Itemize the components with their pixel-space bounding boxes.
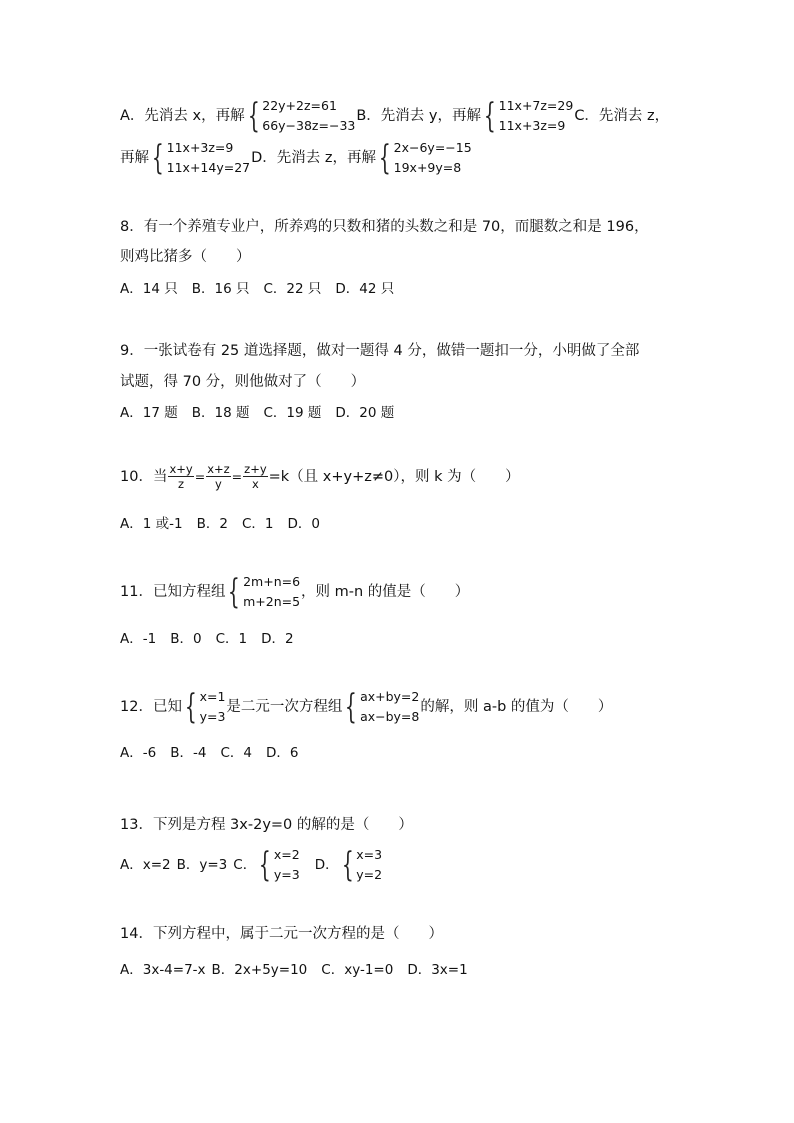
q13-option-d-eq1: x=3: [356, 847, 383, 862]
q9-options: [120, 403, 394, 423]
left-brace-icon: {: [228, 572, 241, 612]
q12-stem: [120, 687, 612, 727]
q13-option-c-eq1: x=2: [273, 847, 300, 862]
q12-eq2: ax−by=8: [360, 709, 420, 724]
q7-options-line1: [120, 96, 669, 136]
q8-option-c[interactable]: C．22 只: [263, 281, 322, 297]
q12-eq1: ax+by=2: [360, 689, 420, 704]
q14-option-c[interactable]: C．xy-1=0: [321, 962, 394, 978]
q11-prefix: 11．已知方程组: [120, 584, 226, 600]
q8-option-d[interactable]: D．42 只: [335, 281, 395, 297]
q7-option-b-label: B．先消去 y，再解: [356, 108, 481, 124]
left-brace-icon: {: [151, 138, 164, 178]
q12-solution: [183, 687, 225, 727]
q12-sol2: y=3: [199, 709, 226, 724]
q10-fraction-1: [168, 462, 193, 491]
q8-stem-text2: 则鸡比猪多（ ）: [120, 249, 251, 265]
q13-stem: [120, 815, 413, 835]
q7-option-d-eq1: 2x−6y=−15: [393, 140, 472, 155]
q8-stem-line2: [120, 247, 251, 267]
q10-fraction-3: [243, 462, 267, 491]
left-brace-icon: {: [483, 96, 496, 136]
q11-option-c[interactable]: C．1: [215, 631, 248, 647]
q11-eq1: 2m+n=6: [243, 574, 301, 589]
q7-option-a-system: [246, 96, 356, 136]
q13-option-d-eq2: y=2: [356, 867, 383, 882]
q13-option-d-system: [340, 845, 382, 885]
q10-option-b[interactable]: B．2: [196, 516, 228, 532]
q13-option-a[interactable]: A．x=2: [120, 857, 171, 873]
q12-option-d[interactable]: D．6: [265, 745, 299, 761]
q7-option-a-label: A．先消去 x，再解: [120, 108, 245, 124]
q14-option-a[interactable]: A．3x-4=7-x: [120, 962, 206, 978]
q10-fraction-2: [206, 462, 230, 491]
q13-option-c-system: [257, 845, 299, 885]
left-brace-icon: {: [378, 138, 391, 178]
q12-middle: 是二元一次方程组: [226, 699, 343, 715]
q9-option-a[interactable]: A．17 题: [120, 405, 178, 421]
q11-eq2: m+2n=5: [243, 594, 301, 609]
q12-sol1: x=1: [199, 689, 226, 704]
q12-options: [120, 743, 298, 763]
q8-options: [120, 279, 394, 299]
q7-option-c-label: C．先消去 z，: [574, 108, 670, 124]
q11-system: [226, 572, 300, 612]
q10-option-d[interactable]: D．0: [287, 516, 320, 532]
q9-option-b[interactable]: B．18 题: [191, 405, 250, 421]
q10-f2-numerator: x+z: [207, 462, 230, 476]
q9-stem-text2: 试题，得 70 分，则他做对了（ ）: [120, 374, 366, 390]
q11-option-d[interactable]: D．2: [261, 631, 294, 647]
q12-option-a[interactable]: A．-6: [120, 745, 157, 761]
q10-stem: [120, 462, 520, 491]
q7-options-line2: [120, 138, 473, 178]
q10-f2-denominator: y: [215, 477, 222, 491]
q7-option-c-eq2: 11x+14y=27: [166, 160, 251, 175]
q13-option-b[interactable]: B．y=3: [176, 857, 228, 873]
q10-prefix: 10．当: [120, 468, 168, 485]
q8-stem-line1: [120, 217, 649, 237]
left-brace-icon: {: [184, 687, 197, 727]
q14-stem: [120, 924, 443, 944]
q7-option-b-system: [482, 96, 573, 136]
q9-stem-text1: 9．一张试卷有 25 道选择题，做对一题得 4 分，做错一题扣一分，小明做了全部: [120, 343, 640, 359]
q12-option-b[interactable]: B．-4: [170, 745, 207, 761]
q10-equals-2: =: [231, 468, 243, 484]
left-brace-icon: {: [345, 687, 358, 727]
q11-options: [120, 629, 294, 649]
q14-stem-text: 14．下列方程中，属于二元一次方程的是（ ）: [120, 926, 443, 942]
q12-option-c[interactable]: C．4: [220, 745, 252, 761]
left-brace-icon: {: [247, 96, 260, 136]
q7-option-c-eq1: 11x+3z=9: [166, 140, 234, 155]
q11-option-b[interactable]: B．0: [170, 631, 202, 647]
q7-option-c-label2: 再解: [120, 150, 149, 166]
q9-option-d[interactable]: D．20 题: [335, 405, 395, 421]
q11-stem: [120, 572, 469, 612]
q9-stem-line1: [120, 341, 639, 361]
q7-option-c-system: [150, 138, 250, 178]
left-brace-icon: {: [341, 845, 354, 885]
q10-f3-denominator: x: [251, 477, 259, 491]
q7-option-b-eq2: 11x+3z=9: [498, 118, 566, 133]
q10-option-c[interactable]: C．1: [241, 516, 274, 532]
q13-stem-text: 13．下列是方程 3x-2y=0 的解的是（ ）: [120, 817, 413, 833]
q10-equals-1: =: [194, 468, 206, 484]
q7-option-d-eq2: 19x+9y=8: [393, 160, 462, 175]
q8-option-b[interactable]: B．16 只: [191, 281, 250, 297]
q8-stem-text1: 8．有一个养殖专业户，所养鸡的只数和猪的头数之和是 70，而腿数之和是 196，: [120, 219, 649, 235]
q11-suffix: ，则 m-n 的值是（ ）: [301, 584, 470, 600]
q8-option-a[interactable]: A．14 只: [120, 281, 178, 297]
left-brace-icon: {: [259, 845, 271, 885]
q7-option-a-eq1: 22y+2z=61: [262, 98, 337, 113]
q11-option-a[interactable]: A．-1: [120, 631, 157, 647]
q9-stem-line2: [120, 372, 365, 392]
q12-suffix: 的解，则 a-b 的值为（ ）: [420, 699, 613, 715]
q10-option-a[interactable]: A．1 或-1: [120, 516, 183, 532]
q10-suffix: =k（且 x+y+z≠0），则 k 为（ ）: [268, 468, 520, 485]
q7-option-d-system: [377, 138, 472, 178]
q13-option-c-eq2: y=3: [273, 867, 300, 882]
q7-option-a-eq2: 66y−38z=−33: [262, 118, 356, 133]
q10-f1-numerator: x+y: [169, 462, 193, 476]
q10-f3-numerator: z+y: [244, 462, 267, 476]
q12-system: [343, 687, 419, 727]
q10-f1-denominator: z: [178, 477, 185, 491]
q13-options: [120, 845, 383, 885]
q14-option-b[interactable]: B．2x+5y=10: [211, 962, 308, 978]
q14-options: [120, 960, 468, 980]
q14-option-d[interactable]: D．3x=1: [407, 962, 468, 978]
q7-option-d-label: D．先消去 z，再解: [251, 150, 376, 166]
q13-option-d-label[interactable]: D．: [314, 857, 339, 873]
q7-option-b-eq1: 11x+7z=29: [498, 98, 574, 113]
q9-option-c[interactable]: C．19 题: [263, 405, 322, 421]
q13-option-c-label[interactable]: C．: [233, 857, 257, 873]
q10-options: [120, 514, 320, 534]
q12-prefix: 12．已知: [120, 699, 182, 715]
